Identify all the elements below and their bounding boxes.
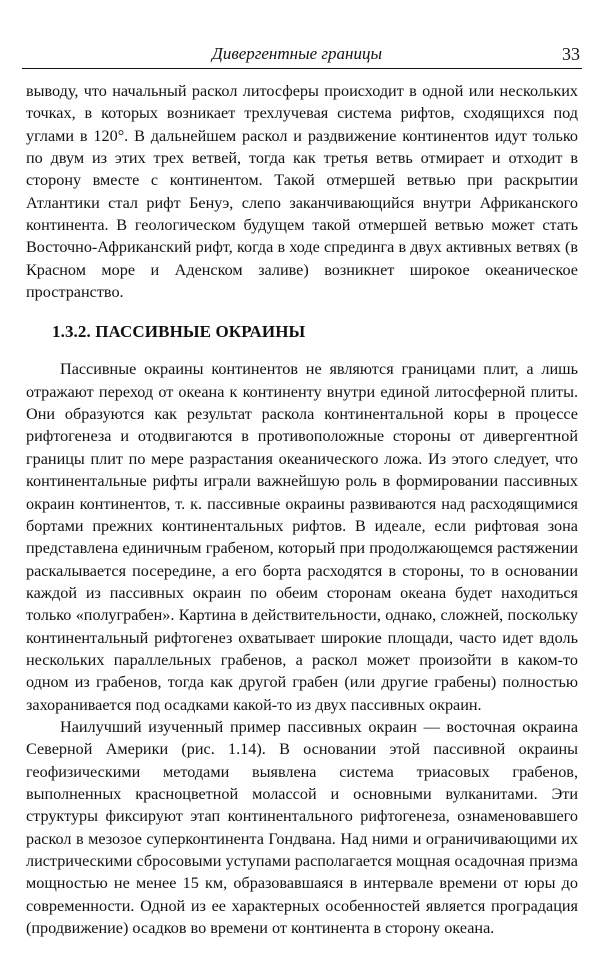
page-body [26, 80, 578, 939]
page-number: 33 [562, 44, 580, 64]
running-header-title: Дивергентные границы [212, 44, 382, 63]
paragraph-north-america-example: Наилучший изученный пример пассивных окраин — восточная окраина Северной Америки (рис. 1.14). В основании этой пассивной окраины геофизическими методами выявлена система триасовых грабенов, выполненных красноцветной молассой и основными вулканитами. Эти структуры фиксируют этап континентального рифтогенеза, ознаменовавшего раскол в мезозое суперконтинента Гондвана. Над ними и ограничивающими их листрическими сбросовыми уступами располагается мощная осадочная призма мощностью не менее 15 км, образовавшаяся в интервале времени от юры до современности. Одной из ее характерных особенностей является проградация (продвижение) осадков во времени от континента в сторону океана. [26, 717, 578, 938]
running-header [22, 44, 584, 66]
header-rule [22, 68, 582, 69]
section-heading: 1.3.2. ПАССИВНЫЕ ОКРАИНЫ [52, 322, 306, 342]
paragraph-continuation: выводу, что начальный раскол литосферы происходит в одной или нескольких точках, в которых возникает трехлучевая система рифтов, сходящихся под углами в 120°. В дальнейшем раскол и раздвижение континентов идут только по двум из этих трех ветвей, тогда как третья ветвь отмирает и отходит в сторону вместе с континентом. Такой отмершей ветвью при раскрытии Атлантики стал рифт Бенуэ, слепо заканчивающийся внутри Африканского континента. В геологическом будущем такой отмершей ветвью может стать Восточно-Африканский рифт, когда в ходе спрединга в двух активных ветвях (в Красном море и Аденском заливе) возникнет широкое океаническое пространство. [26, 82, 578, 302]
paragraph-passive-margins: Пассивные окраины континентов не являются границами плит, а лишь отражают переход от океана к континенту внутри единой литосферной плиты. Они образуются как результат раскола континентальной коры в процессе рифтогенеза и отодвигаются в противоположные стороны от дивергентной границы плит по мере разрастания океанического ложа. Из этого следует, что континентальные рифты играли важнейшую роль в формировании пассивных окраин континентов, т. к. пассивные окраины развиваются над расходящимися бортами прежних континентальных рифтов. В идеале, если рифтовая зона представлена единичным грабеном, который при продолжающемся растяжении раскалывается посередине, а его борта расходятся в стороны, то в основании каждой из пассивных окраин по обеим сторонам океана будет находиться только «полуграбен». Картина в действительности, однако, сложней, поскольку континентальный рифтогенез охватывает широкие площади, часто идет вдоль нескольких параллельных грабенов, а раскол может произойти в каком-то одном из грабенов, тогда как другой грабен (или другие грабены) полностью захоранивается под осадками какой-то из двух пассивных окраин. [26, 360, 578, 714]
